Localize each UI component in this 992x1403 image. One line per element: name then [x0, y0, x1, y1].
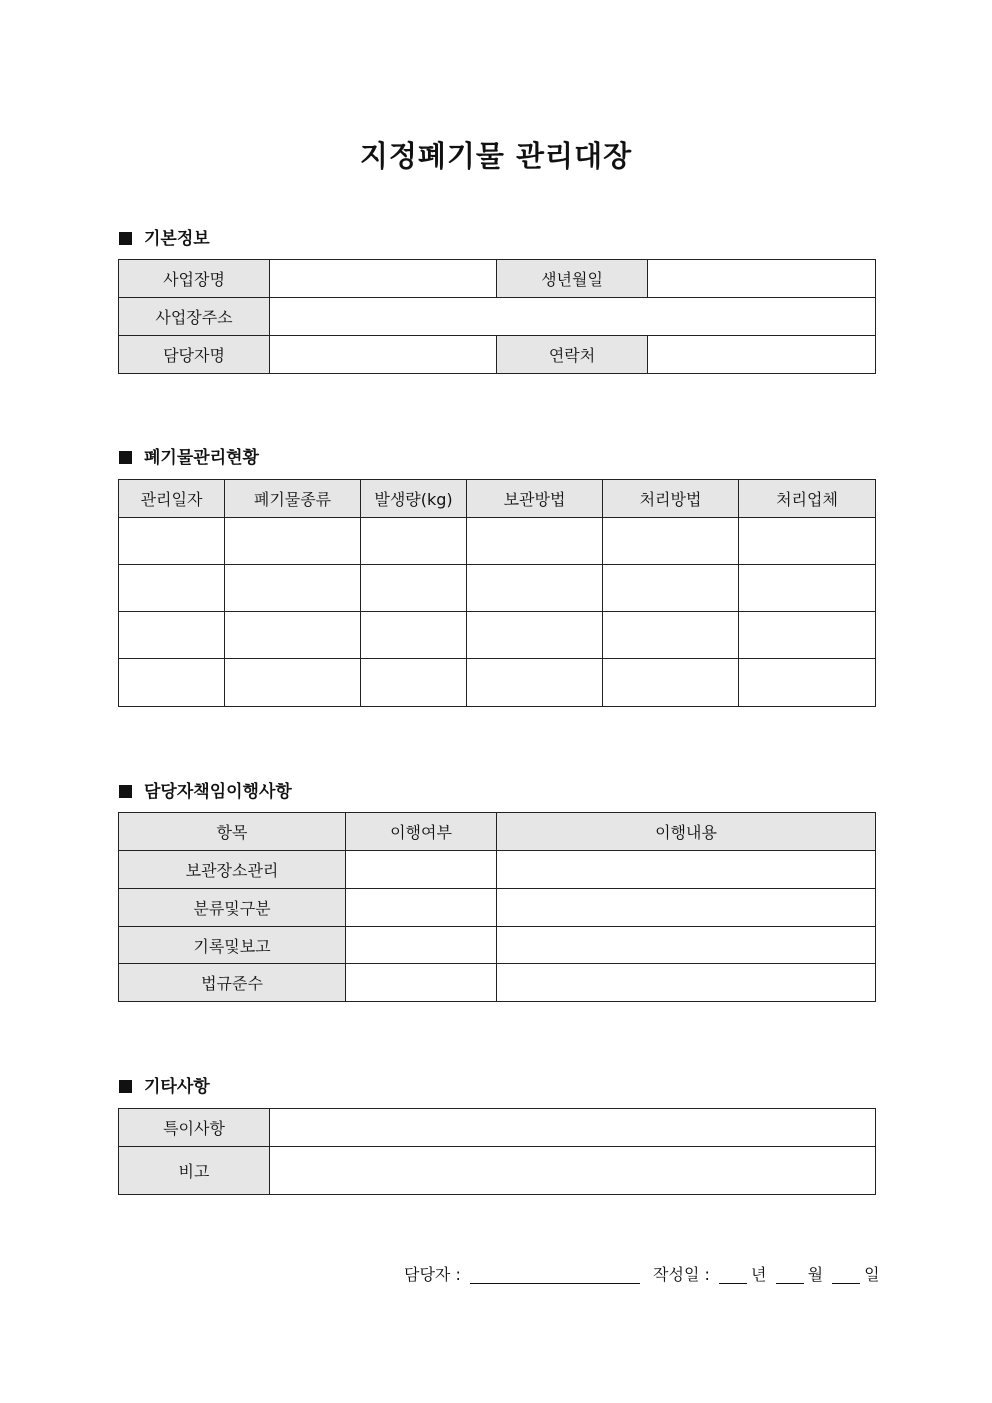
- table-cell[interactable]: [739, 612, 876, 659]
- row-label: 분류및구분: [119, 889, 346, 927]
- table-cell[interactable]: [739, 659, 876, 707]
- year-blank[interactable]: [719, 1265, 747, 1284]
- square-bullet-icon: [119, 1080, 132, 1093]
- table-cell[interactable]: [225, 659, 361, 707]
- column-header: 보관방법: [467, 480, 603, 518]
- label-birth-date: 생년월일: [497, 260, 648, 298]
- section-heading-basic-text: 기본정보: [144, 229, 210, 249]
- basic-info-table: [118, 259, 876, 374]
- details-field[interactable]: [497, 851, 876, 889]
- column-header: 이행여부: [346, 813, 497, 851]
- completion-field[interactable]: [346, 927, 497, 964]
- table-row: [119, 659, 876, 707]
- table-cell[interactable]: [225, 612, 361, 659]
- table-cell[interactable]: [603, 612, 739, 659]
- table-cell[interactable]: [603, 659, 739, 707]
- square-bullet-icon: [119, 232, 132, 245]
- table-cell[interactable]: [225, 565, 361, 612]
- row-label: 보관장소관리: [119, 851, 346, 889]
- table-cell[interactable]: [119, 565, 225, 612]
- details-field[interactable]: [497, 927, 876, 964]
- table-row: [119, 851, 876, 889]
- remarks-field[interactable]: [270, 1147, 876, 1195]
- column-header: 발생량(kg): [361, 480, 467, 518]
- manager-name-field[interactable]: [270, 336, 497, 374]
- signature-line: [404, 1262, 880, 1285]
- date-label: 작성일 :: [653, 1265, 710, 1284]
- section-heading-basic: [119, 224, 210, 249]
- label-manager-name: 담당자명: [119, 336, 270, 374]
- column-header: 이행내용: [497, 813, 876, 851]
- label-special-notes: 특이사항: [119, 1109, 270, 1147]
- completion-field[interactable]: [346, 851, 497, 889]
- manager-label: 담당자 :: [404, 1265, 461, 1284]
- square-bullet-icon: [119, 451, 132, 464]
- section-heading-duties: [119, 777, 292, 802]
- row-label: 기록및보고: [119, 927, 346, 964]
- completion-field[interactable]: [346, 889, 497, 927]
- table-cell[interactable]: [361, 612, 467, 659]
- table-cell[interactable]: [361, 518, 467, 565]
- duties-table: [118, 812, 876, 1002]
- table-cell[interactable]: [739, 518, 876, 565]
- day-blank[interactable]: [832, 1265, 860, 1284]
- square-bullet-icon: [119, 785, 132, 798]
- table-row: [119, 889, 876, 927]
- label-business-address: 사업장주소: [119, 298, 270, 336]
- table-row: [119, 565, 876, 612]
- column-header: 처리방법: [603, 480, 739, 518]
- section-heading-status-text: 폐기물관리현황: [144, 448, 259, 468]
- table-cell[interactable]: [467, 612, 603, 659]
- business-name-field[interactable]: [270, 260, 497, 298]
- table-row: [119, 612, 876, 659]
- table-cell[interactable]: [467, 518, 603, 565]
- details-field[interactable]: [497, 889, 876, 927]
- document-title: 지정폐기물 관리대장: [359, 139, 633, 173]
- column-header: 항목: [119, 813, 346, 851]
- column-header: 관리일자: [119, 480, 225, 518]
- month-label: 월: [807, 1265, 824, 1284]
- details-field[interactable]: [497, 964, 876, 1002]
- contact-field[interactable]: [648, 336, 876, 374]
- waste-status-table: [118, 479, 876, 707]
- table-cell[interactable]: [739, 565, 876, 612]
- table-cell[interactable]: [467, 659, 603, 707]
- label-business-name: 사업장명: [119, 260, 270, 298]
- table-cell[interactable]: [119, 659, 225, 707]
- table-cell[interactable]: [603, 565, 739, 612]
- manager-blank[interactable]: [470, 1265, 640, 1284]
- section-heading-other-text: 기타사항: [144, 1077, 210, 1097]
- section-heading-duties-text: 담당자책임이행사항: [144, 782, 292, 802]
- table-cell[interactable]: [119, 518, 225, 565]
- table-row: [119, 518, 876, 565]
- table-row: [119, 964, 876, 1002]
- completion-field[interactable]: [346, 964, 497, 1002]
- table-row: [119, 927, 876, 964]
- table-cell[interactable]: [361, 659, 467, 707]
- day-label: 일: [864, 1265, 880, 1284]
- section-heading-other: [119, 1072, 210, 1097]
- row-label: 법규준수: [119, 964, 346, 1002]
- table-cell[interactable]: [119, 612, 225, 659]
- table-cell[interactable]: [225, 518, 361, 565]
- table-cell[interactable]: [603, 518, 739, 565]
- label-contact: 연락처: [497, 336, 648, 374]
- section-heading-status: [119, 443, 259, 468]
- table-cell[interactable]: [467, 565, 603, 612]
- other-table: [118, 1108, 876, 1195]
- special-notes-field[interactable]: [270, 1109, 876, 1147]
- year-label: 년: [751, 1265, 767, 1284]
- label-remarks: 비고: [119, 1147, 270, 1195]
- column-header: 처리업체: [739, 480, 876, 518]
- business-address-field[interactable]: [270, 298, 876, 336]
- table-cell[interactable]: [361, 565, 467, 612]
- month-blank[interactable]: [776, 1265, 804, 1284]
- column-header: 폐기물종류: [225, 480, 361, 518]
- birth-date-field[interactable]: [648, 260, 876, 298]
